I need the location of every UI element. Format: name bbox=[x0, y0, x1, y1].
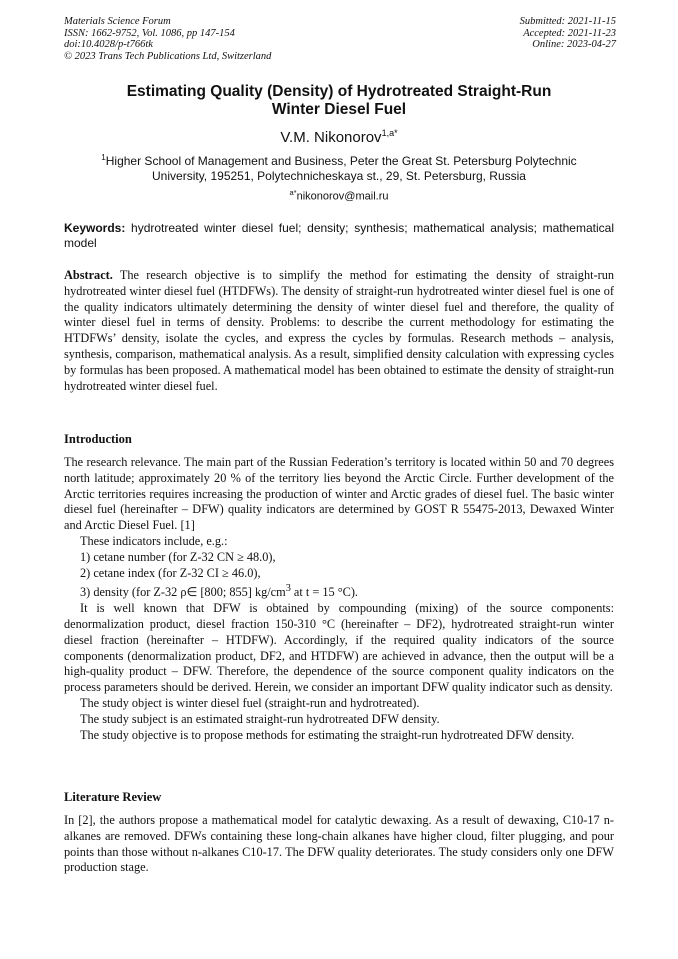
literature-paragraph: In [2], the authors propose a mathematical model for catalytic dewaxing. As a result of dewaxing, C10-17 n-alkanes are removed. DFWs containing these long-chain alkanes have higher cloud, filter plugging, and pour points than those without n-alkanes C10-17. The DFW quality deteriorates. The study considers only one DFW production stage. bbox=[64, 813, 614, 875]
intro-paragraph: The study objective is to propose methods for estimating the straight-run hydrotreated DFW density. bbox=[80, 727, 575, 742]
density-unit-exponent: 3 bbox=[285, 583, 291, 595]
affiliation-line-2: University, 195251, Polytechnicheskaya st., 29, St. Petersburg, Russia bbox=[152, 169, 526, 183]
title-line-2: Winter Diesel Fuel bbox=[271, 100, 407, 118]
abstract-label: Abstract. bbox=[64, 268, 113, 282]
copyright-line: © 2023 Trans Tech Publications Ltd, Switzerland bbox=[64, 50, 272, 62]
author-email bbox=[64, 186, 614, 204]
intro-paragraph: The study subject is an estimated straight-run hydrotreated DFW density. bbox=[80, 711, 440, 726]
literature-section bbox=[64, 813, 614, 876]
introduction-heading: Introduction bbox=[64, 432, 132, 446]
email-superscript: a* bbox=[289, 188, 297, 197]
intro-paragraph: The research relevance. The main part of the Russian Federation’s territory is located within 50 and 70 degrees north latitude; approximately 20 % of the territory lies beyond the Arctic Circle. Further development of the Arctic territories requires increasing the production of winter and Arctic grades of diesel fuel. The basic winter diesel fuel (hereinafter – DFW) quality indicators are determined by GOST R 55475-2013, Dewaxed Winter and Arctic Diesel Fuel. [1] bbox=[64, 455, 614, 533]
list-item bbox=[64, 581, 614, 601]
online-date: Online: 2023-04-27 bbox=[532, 39, 616, 50]
issn-line: ISSN: 1662-9752, Vol. 1086, pp 147-154 bbox=[64, 27, 235, 39]
accepted-date: Accepted: 2021-11-23 bbox=[523, 27, 616, 39]
intro-paragraph: It is well known that DFW is obtained by compounding (mixing) of the source components: denormalization product, diesel fraction 150-310 °C (hereinafter – DF2), hydrotreated straight-run winter diesel fraction (hereinafter – HTDFW). Accordingly, if the required quality indicators of the source components (denormalization product, DF2, and HTDFW) are achieved in advance, then the output will be a high-quality product – DFW. Therefore, the dependence of the source component quality indicators on the process parameters should be derived. Herein, we consider an important DFW quality indicator such as density. bbox=[64, 601, 614, 695]
keywords bbox=[64, 221, 614, 250]
author-line bbox=[64, 125, 614, 146]
introduction-section bbox=[64, 455, 614, 743]
author-superscript: 1,a* bbox=[381, 128, 398, 138]
density-item-text: 3) density (for Z-32 ρ∈ [800; 855] kg/cm bbox=[80, 585, 286, 600]
abstract-text: The research objective is to simplify the method for estimating the density of straight-run hydrotreated winter diesel fuel (HTDFWs). The density of straight-run hydrotreated winter diesel fuel is one of the quality indicators ultimately determining the density of winter diesel fuel and therefore, the quality of winter diesel fuel in terms of density. Problems: to describe the current methodology for estimating the HTDFWs’ density, isolate the cycles, and express the cycles by formulas. Research methods – analysis, synthesis, comparison, mathematical analysis. As a result, simplified density calculation with expressing cycles by formulas has been proposed. A mathematical model has been obtained to estimate the density of straight-run hydrotreated winter diesel fuel. bbox=[64, 268, 614, 393]
literature-heading: Literature Review bbox=[64, 790, 162, 804]
keywords-text: hydrotreated winter diesel fuel; density; synthesis; mathematical analysis; mathematical model bbox=[64, 221, 614, 250]
list-item: 2) cetane index (for Z-32 CI ≥ 46.0), bbox=[80, 565, 261, 580]
author-name: V.M. Nikonorov bbox=[280, 129, 382, 146]
journal-info bbox=[64, 16, 271, 62]
keywords-label: Keywords: bbox=[64, 221, 126, 235]
email-address[interactable]: nikonorov@mail.ru bbox=[296, 190, 389, 203]
list-item: 1) cetane number (for Z-32 CN ≥ 48.0), bbox=[80, 549, 276, 564]
paper-title bbox=[64, 83, 614, 118]
title-line-1: Estimating Quality (Density) of Hydrotreated Straight-Run bbox=[126, 83, 552, 100]
affiliation bbox=[64, 150, 614, 184]
journal-name: Materials Science Forum bbox=[64, 16, 171, 27]
intro-paragraph: The study object is winter diesel fuel (straight-run and hydrotreated). bbox=[80, 696, 420, 711]
doi-line: doi:10.4028/p-t766tk bbox=[64, 39, 153, 50]
abstract bbox=[64, 268, 614, 394]
density-item-end: at t = 15 °C). bbox=[290, 585, 359, 600]
intro-paragraph: These indicators include, e.g.: bbox=[80, 533, 228, 548]
submitted-date: Submitted: 2021-11-15 bbox=[519, 16, 616, 27]
affiliation-superscript: 1 bbox=[101, 153, 106, 162]
affiliation-line-1: Higher School of Management and Business, Peter the Great St. Petersburg Polytechnic bbox=[105, 154, 577, 168]
submission-dates bbox=[520, 16, 616, 51]
